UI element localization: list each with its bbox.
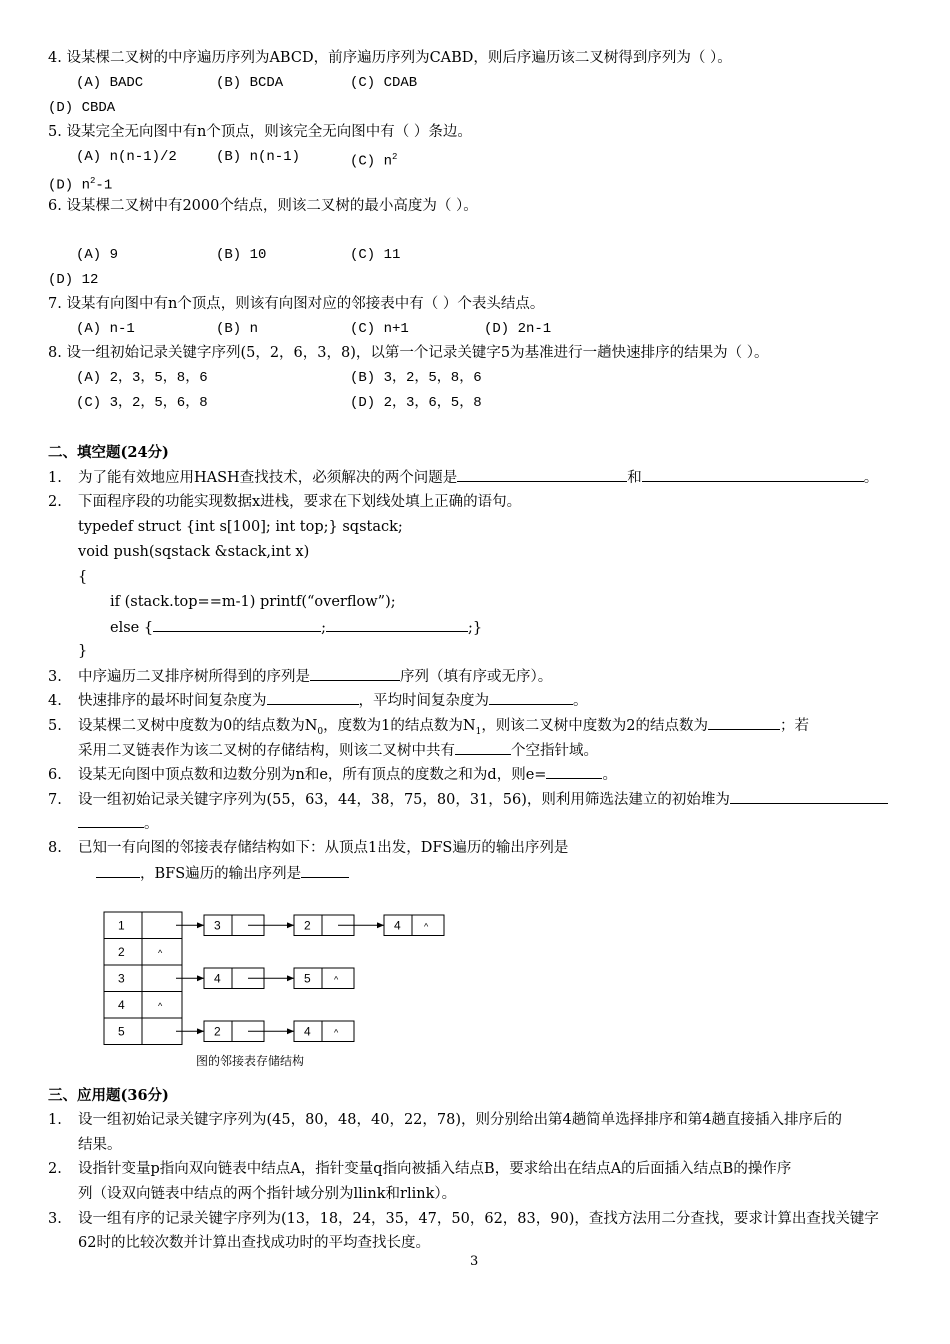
q5-option-b: (B) n(n-1) (216, 149, 301, 165)
vertex-label: 5 (118, 1024, 125, 1039)
q7-option-c: (C) n+1 (350, 321, 409, 337)
vertex-label: 1 (118, 918, 125, 933)
list-node-vertex: 4 (214, 971, 221, 986)
q6-option-d: (D) 12 (48, 272, 99, 288)
fill-q4: 4. 快速排序的最坏时间复杂度为 ，平均时间复杂度为 。 (48, 690, 588, 711)
adjacency-list-figure (96, 902, 476, 1074)
answer-blank[interactable] (267, 690, 359, 705)
code-line: if (stack.top==m-1) printf(“overflow”); (110, 594, 396, 610)
q5-option-c: (C) $n^2$ (350, 152, 398, 170)
answer-blank[interactable] (457, 467, 627, 482)
answer-blank[interactable] (326, 617, 468, 632)
answer-blank[interactable] (730, 789, 888, 804)
q4-option-d: (D) CBDA (48, 100, 116, 116)
q6-stem: 6. 设某棵二叉树中有2000个结点，则该二叉树的最小高度为（ ）。 (48, 198, 478, 214)
q5-option-a: (A) n(n-1)/2 (76, 149, 177, 165)
null-pointer: ^ (334, 1027, 339, 1038)
vertex-label: 3 (118, 971, 125, 986)
fill-q8-line2: ，BFS遍历的输出序列是 (96, 863, 349, 884)
apply-q2: 2. 设指针变量p指向双向链表中结点A，指针变量q指向被插入结点B，要求给出在结点A的后面插入结点B的操作序 (48, 1161, 792, 1177)
q4-option-c: (C) CDAB (350, 75, 418, 91)
head-table (104, 912, 182, 1045)
q4-option-b: (B) BCDA (216, 75, 284, 91)
q8-option-c: (C) 3，2，5，6，8 (76, 395, 208, 411)
fill-q5: 5. 设某棵二叉树中度数为0的结点数为$N_0$，度数为1的结点数为$N_1$，则该二叉树中度数为2的结点数为 ；若 (48, 715, 809, 742)
null-pointer: ^ (158, 947, 163, 958)
code-line: { (78, 569, 88, 585)
q7-stem: 7. 设某有向图中有n个顶点，则该有向图对应的邻接表中有（ ）个表头结点。 (48, 296, 545, 312)
list-node-vertex: 4 (304, 1024, 311, 1039)
code-line: else { ; ;} (110, 617, 482, 638)
code-line: } (78, 643, 88, 659)
fill-q3: 3. 中序遍历二叉排序树所得到的序列是 序列（填有序或无序）。 (48, 666, 552, 687)
answer-blank[interactable] (455, 740, 511, 755)
answer-blank[interactable] (301, 863, 349, 878)
null-pointer: ^ (334, 974, 339, 985)
fill-q6: 6. 设某无向图中顶点数和边数分别为n和e，所有顶点的度数之和为d，则e= 。 (48, 764, 617, 785)
q6-option-b: (B) 10 (216, 247, 267, 263)
answer-blank[interactable] (310, 666, 400, 681)
null-pointer: ^ (158, 1000, 163, 1011)
q8-stem: 8. 设一组初始记录关键字序列(5，2，6，3，8)，以第一个记录关键字5为基准进行一趟快速排序的结果为（ ）。 (48, 345, 769, 361)
fill-q5-line2: 采用二叉链表作为该二叉树的存储结构，则该二叉树中共有 个空指针域。 (78, 740, 598, 761)
list-node (294, 1021, 354, 1042)
q8-option-d: (D) 2，3，6，5，8 (350, 395, 482, 411)
page-number: 3 (470, 1254, 479, 1269)
null-pointer: ^ (424, 921, 429, 932)
answer-blank[interactable] (708, 715, 780, 730)
list-node-vertex: 4 (394, 918, 401, 933)
answer-blank[interactable] (489, 690, 573, 705)
q8-option-b: (B) 3，2，5，8，6 (350, 370, 482, 386)
list-node-vertex: 5 (304, 971, 311, 986)
answer-blank[interactable] (153, 617, 321, 632)
fill-q1: 1. 为了能有效地应用HASH查找技术，必须解决的两个问题是 和 。 (48, 467, 878, 488)
q5-stem: 5. 设某完全无向图中有n个顶点，则该完全无向图中有（ ）条边。 (48, 124, 472, 140)
fill-q7: 7. 设一组初始记录关键字序列为(55，63，44，38，75，80，31，56)，则利用筛选法建立的初始堆为 (48, 789, 888, 810)
apply-section-heading: 三、应用题(36分) (48, 1087, 169, 1104)
code-line: typedef struct {int s[100]; int top;} sqstack; (78, 519, 403, 535)
q7-option-b: (B) n (216, 321, 259, 337)
list-node-vertex: 2 (214, 1024, 221, 1039)
q8-option-a: (A) 2，3，5，8，6 (76, 370, 208, 386)
fill-q7-line2: 。 (78, 813, 159, 834)
apply-q3: 3. 设一组有序的记录关键字序列为(13，18，24，35，47，50，62，83，90)，查找方法用二分查找，要求计算出查找关键字 (48, 1211, 879, 1227)
answer-blank[interactable] (96, 863, 140, 878)
vertex-label: 4 (118, 997, 125, 1012)
q6-option-c: (C) 11 (350, 247, 401, 263)
q4-stem: 4. 设某棵二叉树的中序遍历序列为ABCD，前序遍历序列为CABD，则后序遍历该二叉树得到序列为（ ）。 (48, 50, 732, 66)
apply-q3-line2: 62时的比较次数并计算出查找成功时的平均查找长度。 (78, 1235, 430, 1251)
list-node (384, 915, 444, 936)
answer-blank[interactable] (642, 467, 864, 482)
figure-caption: 图的邻接表存储结构 (196, 1054, 305, 1068)
q6-option-a: (A) 9 (76, 247, 119, 263)
fill-q8: 8. 已知一有向图的邻接表存储结构如下：从顶点1出发，DFS遍历的输出序列是 (48, 840, 569, 856)
q7-option-d: (D) 2n-1 (484, 321, 552, 337)
answer-blank[interactable] (78, 813, 144, 828)
apply-q1-line2: 结果。 (78, 1137, 122, 1153)
list-node-vertex: 2 (304, 918, 311, 933)
list-node-vertex: 3 (214, 918, 221, 933)
apply-q2-line2: 列（设双向链表中结点的两个指针域分别为llink和rlink）。 (78, 1186, 457, 1202)
q4-option-a: (A) BADC (76, 75, 144, 91)
q7-option-a: (A) n-1 (76, 321, 135, 337)
vertex-label: 2 (118, 944, 125, 959)
code-line: void push(sqstack &stack,int x) (78, 544, 310, 560)
fill-q2: 2. 下面程序段的功能实现数据x进栈，要求在下划线处填上正确的语句。 (48, 494, 522, 510)
list-node (294, 968, 354, 989)
fill-section-heading: 二、填空题(24分) (48, 444, 169, 461)
answer-blank[interactable] (546, 764, 602, 779)
apply-q1: 1. 设一组初始记录关键字序列为(45，80，48，40，22，78)，则分别给出第4趟简单选择排序和第4趟直接插入排序后的 (48, 1112, 842, 1128)
q5-option-d: (D) $n^2-1$ (48, 176, 113, 194)
